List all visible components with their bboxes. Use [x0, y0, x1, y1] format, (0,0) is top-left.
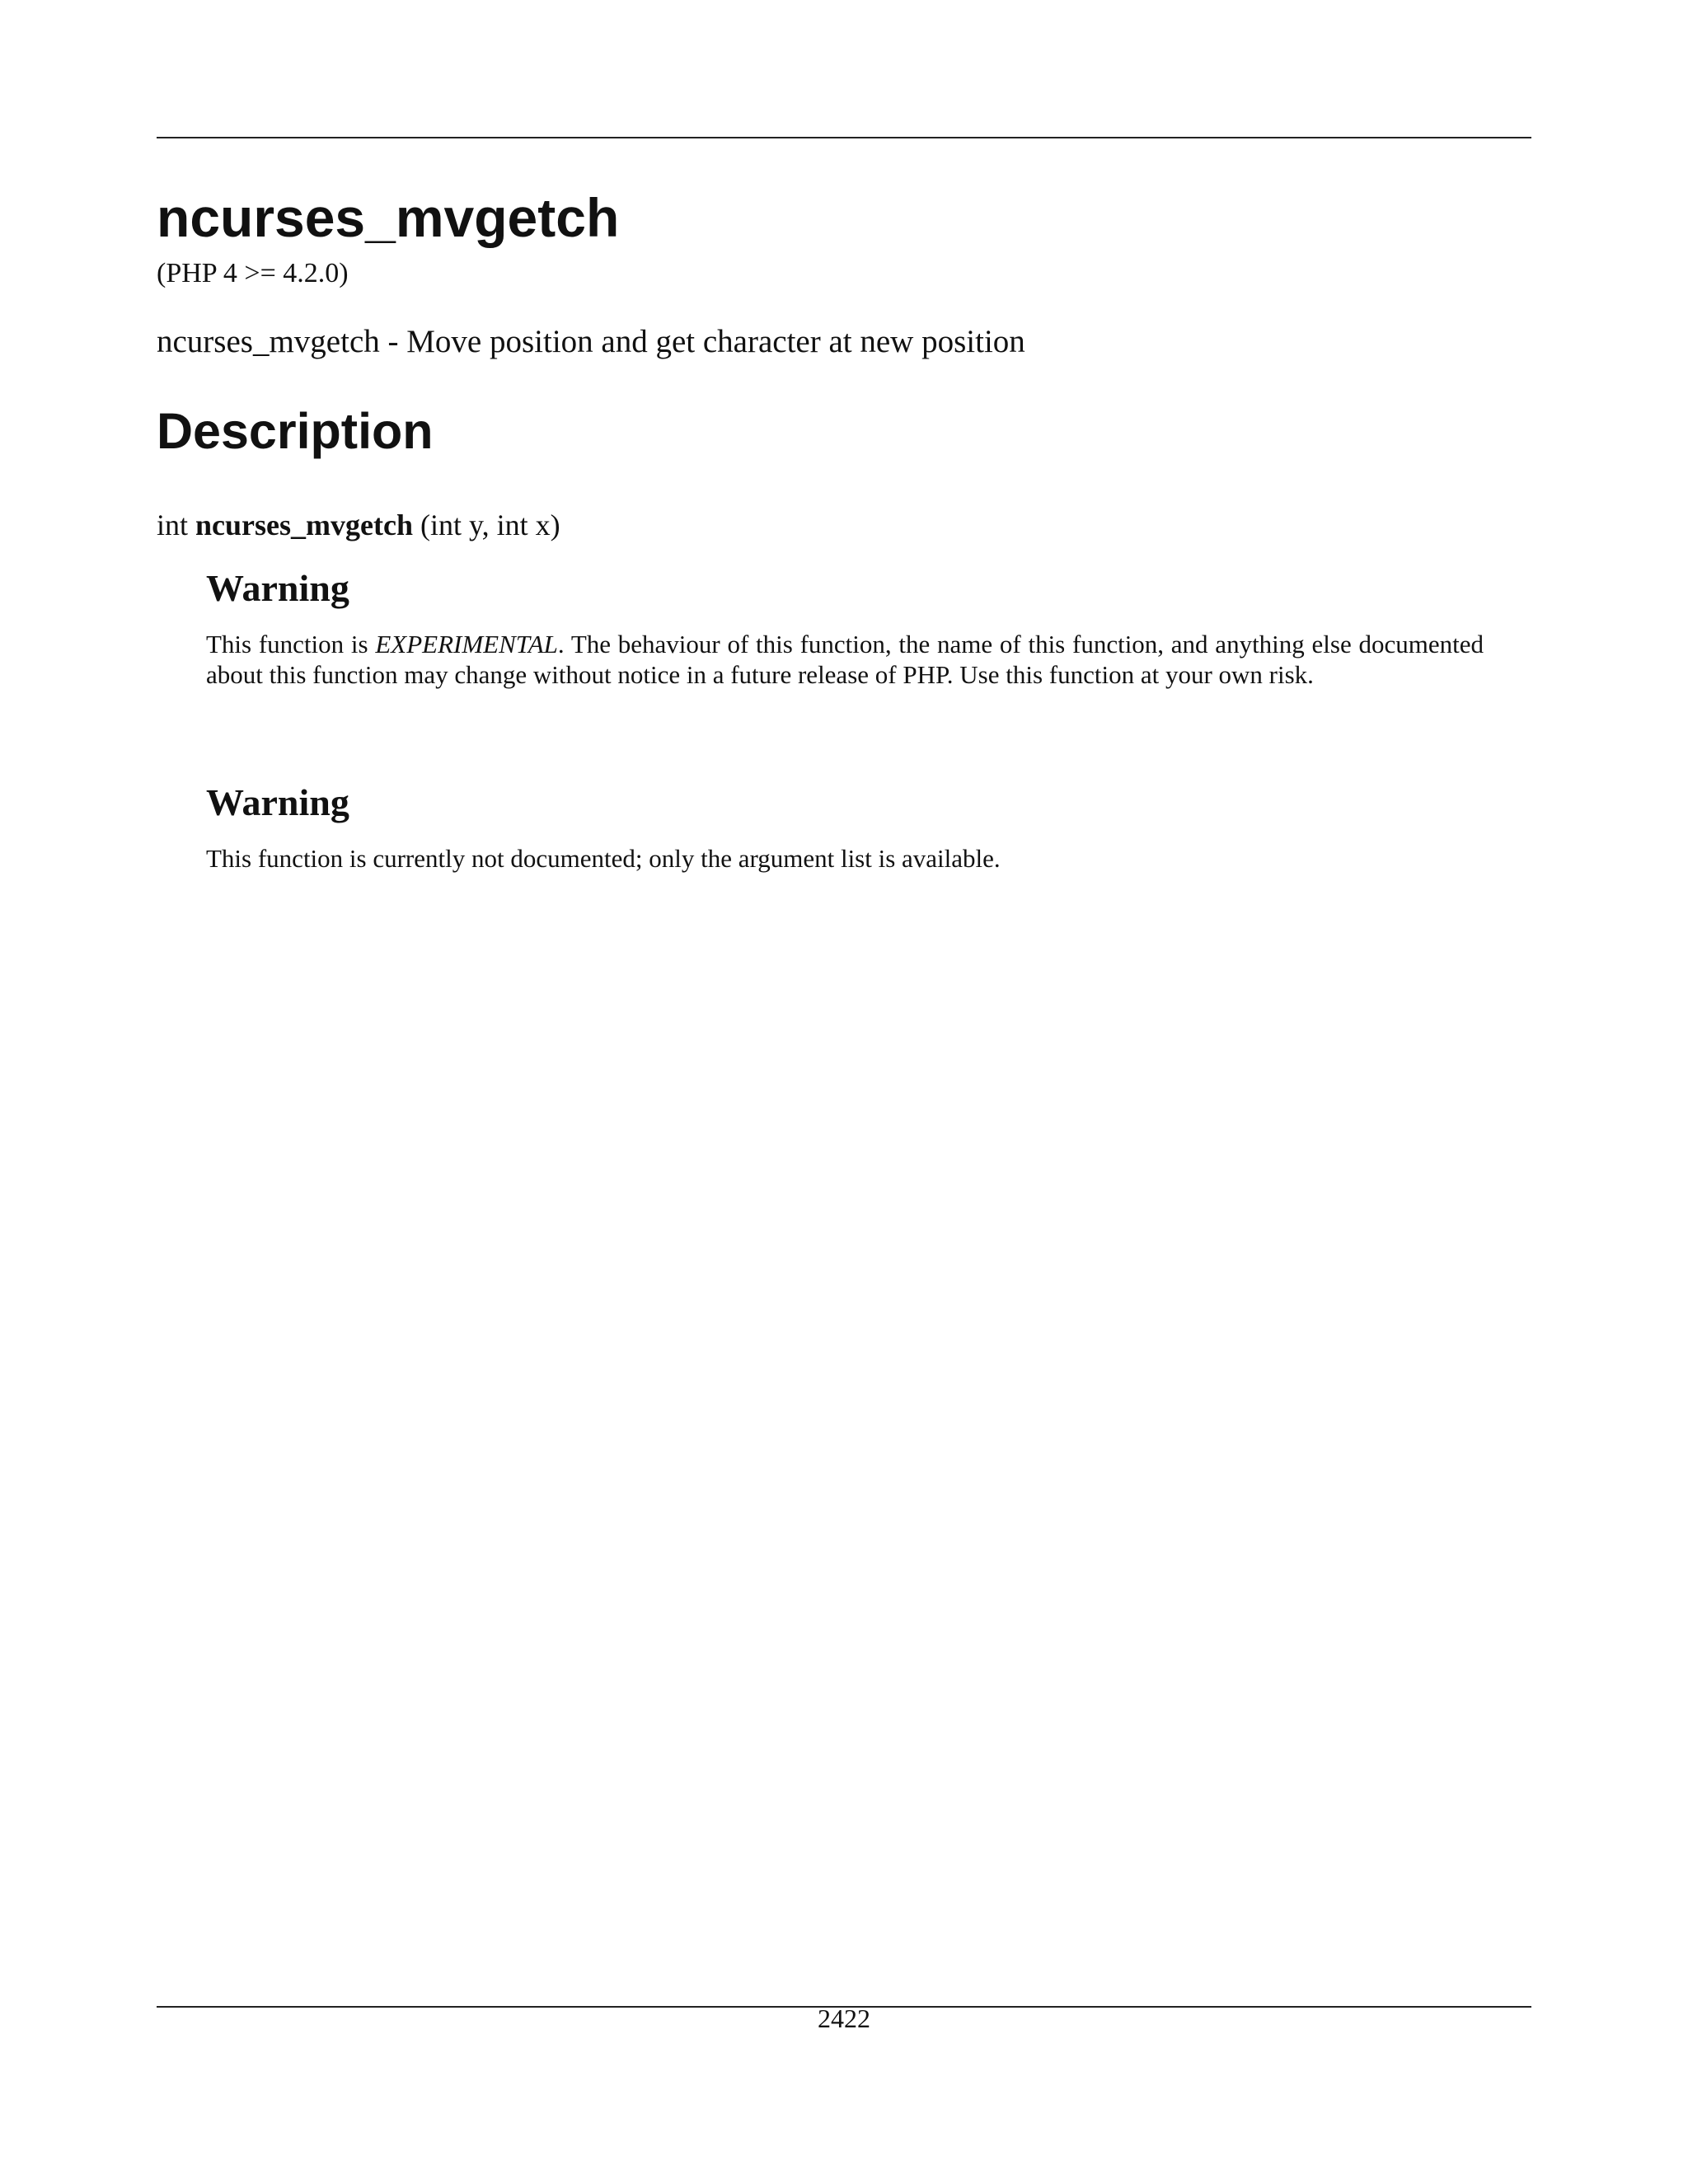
function-synopsis: [157, 508, 560, 543]
warning-text: [206, 629, 1484, 690]
version-info: (PHP 4 >= 4.2.0): [157, 258, 349, 288]
experimental-emphasis: EXPERIMENTAL: [375, 630, 558, 659]
warning-text-end: . The behaviour of this function, the name of this function, and anything else documented about this function may change without notice in a future release of PHP. Use this function at your own risk.: [206, 630, 1484, 690]
warning-text-start: This function is: [206, 630, 376, 659]
return-type: int: [157, 509, 189, 541]
warning-heading: Warning: [206, 567, 349, 609]
page-number: 2422: [818, 2004, 870, 2033]
function-purpose: ncurses_mvgetch - Move position and get character at new position: [157, 324, 1025, 359]
page-title: ncurses_mvgetch: [157, 187, 620, 248]
function-params: (int y, int x): [420, 509, 560, 541]
description-heading: Description: [157, 403, 434, 459]
warning-heading: Warning: [206, 781, 349, 823]
function-name: ncurses_mvgetch: [195, 509, 413, 541]
warning-text: This function is currently not documented; only the argument list is available.: [206, 844, 1001, 874]
undocumented-warning: [206, 780, 1484, 874]
experimental-warning: [206, 565, 1484, 690]
header-rule: [157, 137, 1531, 138]
